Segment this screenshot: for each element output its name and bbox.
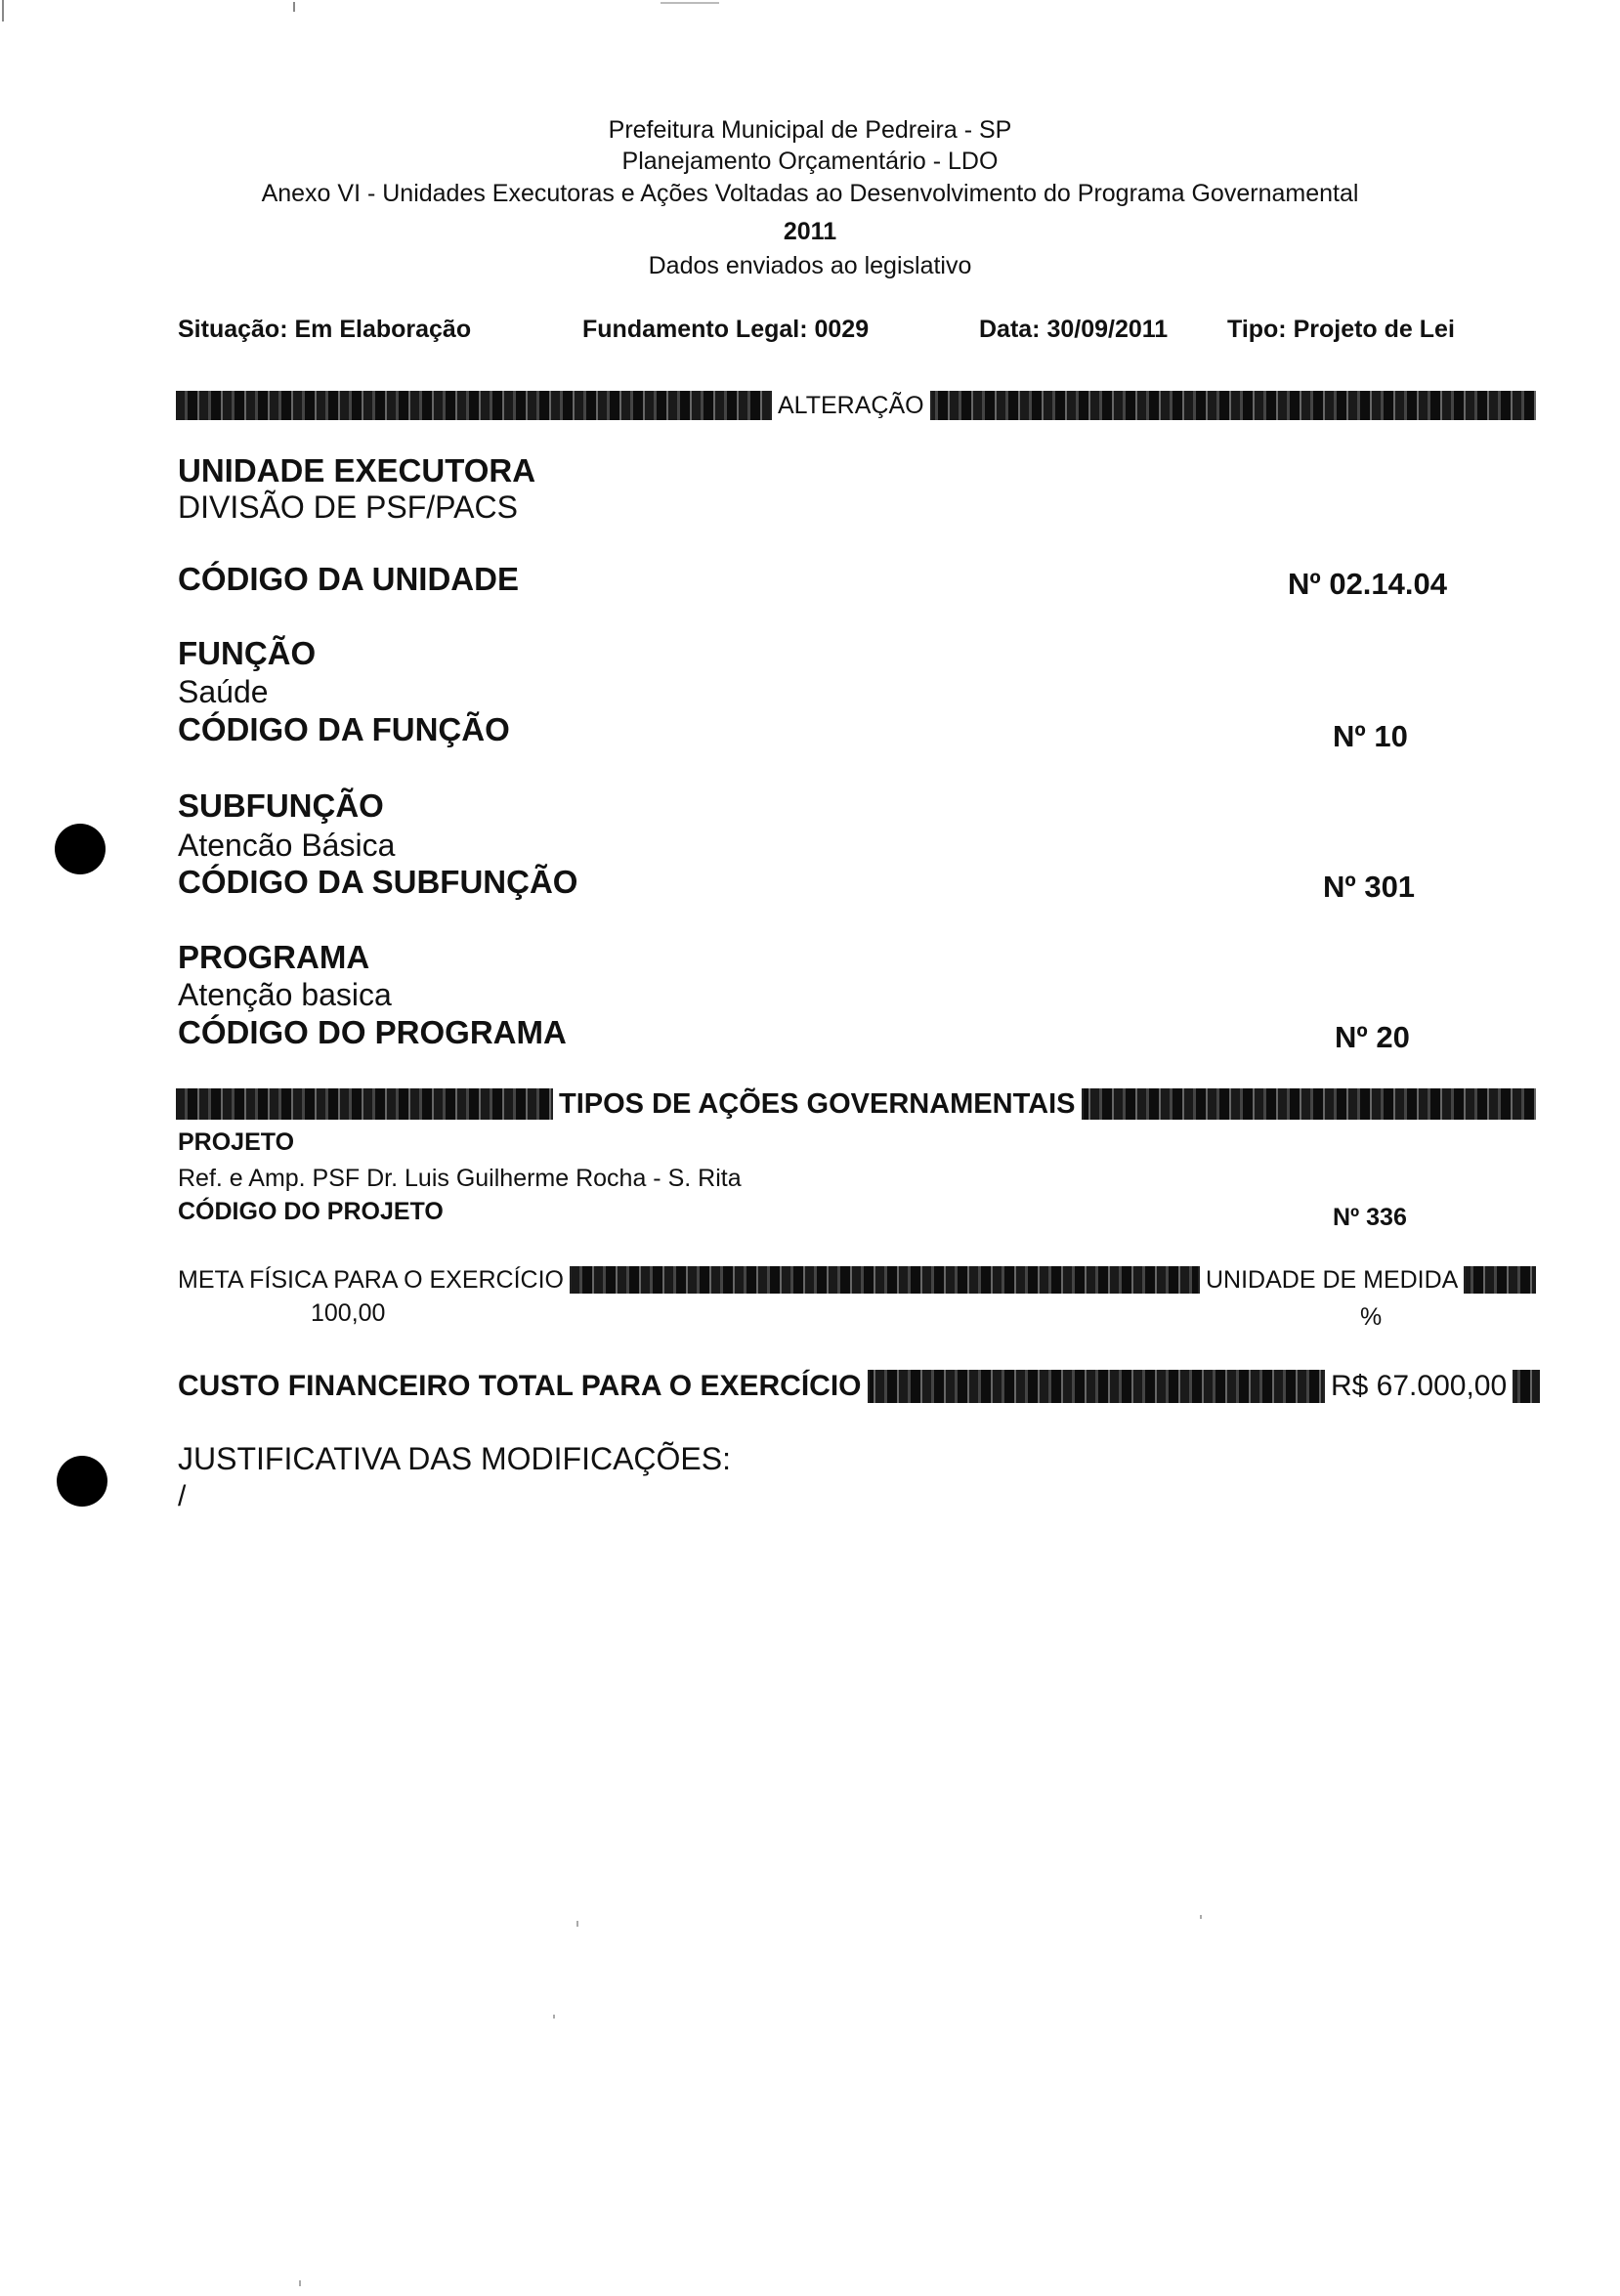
scan-speck (299, 2280, 301, 2286)
unidade-title: UNIDADE EXECUTORA (178, 452, 536, 489)
projeto-code: Nº 336 (1333, 1204, 1407, 1231)
unidade-medida-label: UNIDADE DE MEDIDA (1198, 1266, 1466, 1294)
header-annex-title: Anexo VI - Unidades Executoras e Ações Voltadas ao Desenvolvimento do Programa Governamental (261, 180, 1359, 207)
subfuncao-title: SUBFUNÇÃO (178, 787, 384, 824)
meta-fisica-band (172, 1266, 1536, 1294)
scan-speck (553, 2015, 555, 2019)
unidade-code: Nº 02.14.04 (1288, 567, 1447, 601)
funcao-code-label: CÓDIGO DA FUNÇÃO (178, 711, 510, 747)
header-year: 2011 (783, 218, 837, 245)
punch-hole-lower (57, 1456, 107, 1507)
header-municipality: Prefeitura Municipal de Pedreira - SP (608, 116, 1012, 144)
funcao-value: Saúde (178, 674, 269, 709)
scan-speck (661, 2, 719, 4)
justificativa-label: JUSTIFICATIVA DAS MODIFICAÇÕES: (178, 1441, 731, 1476)
status-situacao: Situação: Em Elaboração (178, 316, 472, 343)
subfuncao-code: Nº 301 (1323, 870, 1416, 904)
programa-title: PROGRAMA (178, 939, 370, 975)
tipos-acoes-band (176, 1088, 1536, 1120)
custo-band (172, 1370, 1540, 1403)
meta-fisica-value: 100,00 (311, 1299, 386, 1327)
funcao-title: FUNÇÃO (178, 635, 317, 671)
subfuncao-value: Atencão Básica (178, 828, 396, 863)
unidade-medida-value: % (1360, 1303, 1383, 1331)
projeto-title: PROJETO (178, 1128, 295, 1156)
custo-value: R$ 67.000,00 (1323, 1370, 1514, 1403)
scan-speck (1200, 1915, 1202, 1919)
custo-label: CUSTO FINANCEIRO TOTAL PARA O EXERCÍCIO (172, 1370, 870, 1403)
programa-code: Nº 20 (1335, 1020, 1410, 1054)
justificativa-value: / (178, 1480, 187, 1512)
projeto-code-label: CÓDIGO DO PROJETO (178, 1198, 444, 1225)
status-tipo: Tipo: Projeto de Lei (1227, 316, 1455, 343)
alteracao-label: ALTERAÇÃO (770, 391, 932, 420)
status-fundamento: Fundamento Legal: 0029 (582, 316, 870, 343)
meta-fisica-label: META FÍSICA PARA O EXERCÍCIO (172, 1266, 572, 1294)
header-sent-note: Dados enviados ao legislativo (648, 252, 972, 279)
scan-speck (2, 0, 4, 21)
alteracao-band (176, 391, 1536, 420)
projeto-value: Ref. e Amp. PSF Dr. Luis Guilherme Rocha - S. Rita (178, 1165, 742, 1192)
programa-value: Atenção basica (178, 977, 392, 1012)
punch-hole-upper (55, 824, 106, 874)
scan-speck (576, 1921, 578, 1927)
funcao-code: Nº 10 (1333, 719, 1408, 753)
scan-speck (293, 2, 295, 12)
unidade-code-label: CÓDIGO DA UNIDADE (178, 561, 519, 597)
programa-code-label: CÓDIGO DO PROGRAMA (178, 1014, 567, 1050)
status-data: Data: 30/09/2011 (979, 316, 1169, 343)
tipos-acoes-label: TIPOS DE AÇÕES GOVERNAMENTAIS (551, 1088, 1084, 1120)
header-planning: Planejamento Orçamentário - LDO (621, 148, 999, 175)
subfuncao-code-label: CÓDIGO DA SUBFUNÇÃO (178, 864, 578, 900)
unidade-value: DIVISÃO DE PSF/PACS (178, 489, 518, 525)
